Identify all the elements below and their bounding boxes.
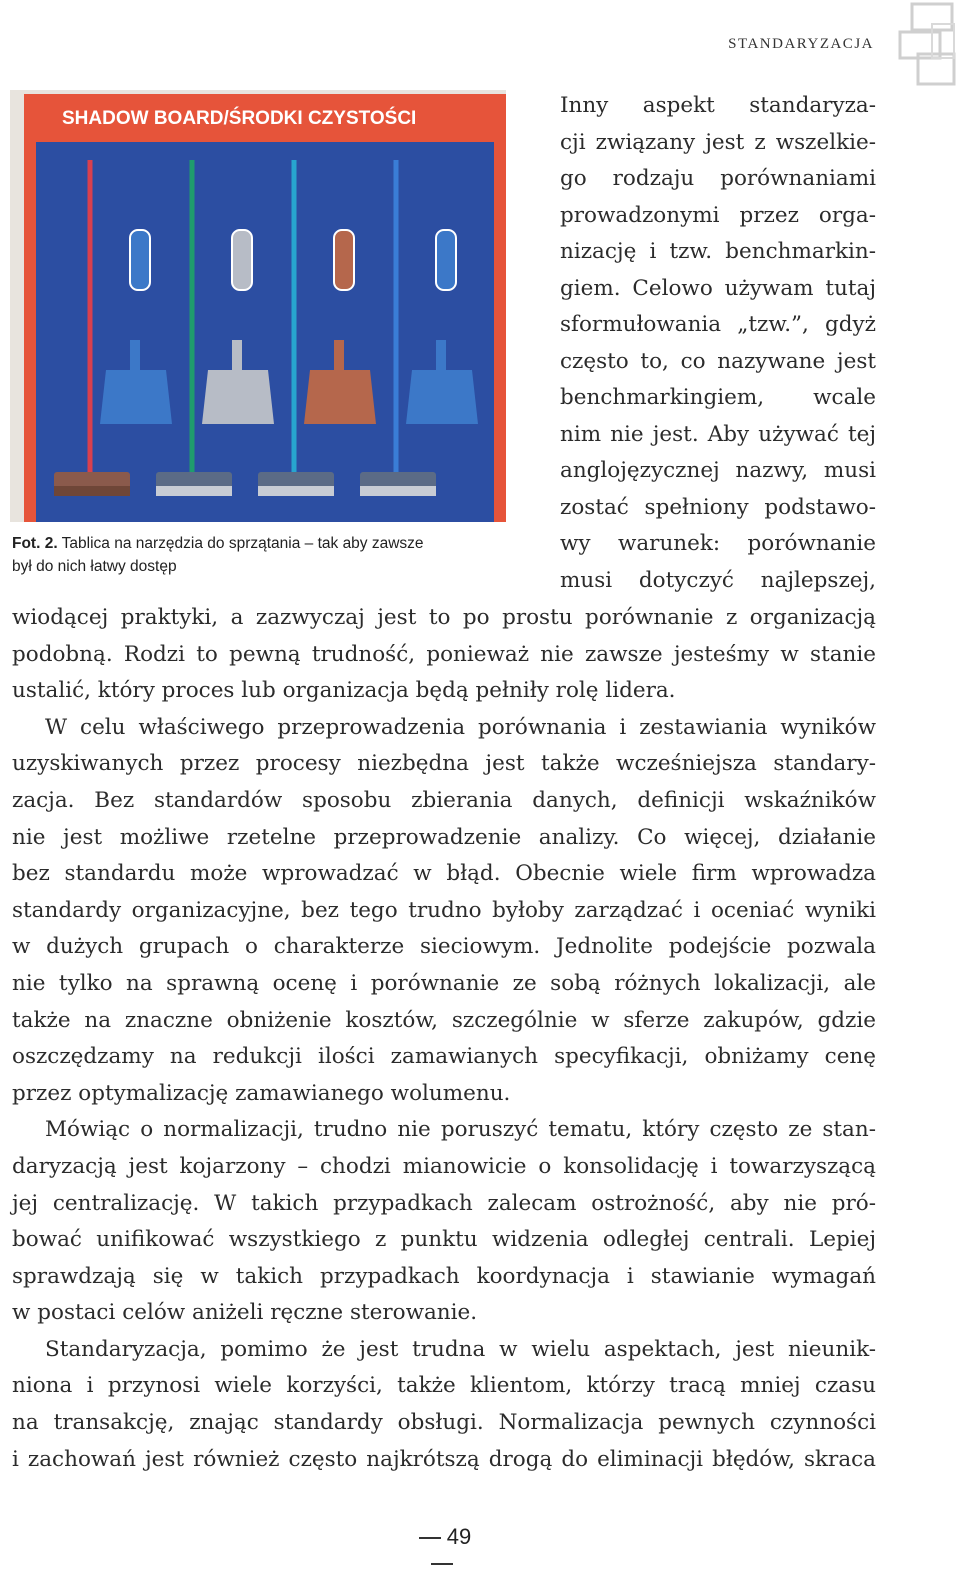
caption-label: Fot. 2. <box>12 535 58 552</box>
board-panel <box>36 142 494 522</box>
text-line: oszczędzamy na redukcji ilości zamawianych specyfikacji, obniżamy cenę <box>12 1044 876 1070</box>
corner-squares-decoration <box>898 2 958 90</box>
shadow-board-photo <box>10 90 506 522</box>
photo-caption <box>12 532 512 578</box>
caption-line-1 <box>12 532 512 555</box>
body-text <box>12 600 876 1478</box>
text-line: cji związany jest z wszelkie- <box>560 129 876 155</box>
text-line: Inny aspekt standaryza- <box>560 93 876 118</box>
caption-line-2: był do nich łatwy dostęp <box>12 558 177 575</box>
text-line: wy warunek: porównanie <box>560 531 876 556</box>
text-line: prowadzonymi przez orga- <box>560 202 876 228</box>
text-line: nie jest możliwe rzetelne przeprowadzenie analizy. Co więcej, działanie <box>12 824 876 850</box>
text-line: anglojęzycznej nazwy, musi <box>560 458 876 483</box>
text-line: nie tylko na sprawną ocenę i porównanie ze sobą różnych lokalizacji, ale <box>12 970 876 996</box>
text-line: jej centralizację. W takich przypadkach zalecam ostrożność, aby nie pró- <box>12 1190 876 1216</box>
text-line: benchmarkingiem, wcale <box>560 385 876 410</box>
text-line: w postaci celów aniżeli ręczne sterowanie. <box>12 1300 478 1326</box>
text-line: standardy organizacyjne, bez tego trudno byłoby zarządzać i oceniać wyniki <box>12 897 876 923</box>
text-line: Mówiąc o normalizacji, trudno nie poruszyć tematu, który często ze stan- <box>45 1117 876 1143</box>
text-line: zacja. Bez standardów sposobu zbierania danych, definicji wskaźników <box>12 787 876 813</box>
text-line: uzyskiwanych przez procesy niezbędna jest także wcześniejsza standary- <box>12 751 876 777</box>
text-line: nim nie jest. Aby używać tej <box>560 421 876 447</box>
text-line: także na znaczne obniżenie kosztów, szczególnie w sferze zakupów, gdzie <box>12 1007 876 1033</box>
text-line: w dużych grupach o charakterze sieciowym. Jednolite podejście pozwala <box>12 934 876 960</box>
text-line: podobną. Rodzi to pewną trudność, ponieważ nie zawsze jesteśmy w stanie <box>12 641 876 667</box>
text-line: nizację i tzw. benchmarkin- <box>560 239 876 264</box>
text-line: przez optymalizację zamawianego wolumenu. <box>12 1080 511 1106</box>
text-line: daryzacją jest kojarzony – chodzi mianowicie o konsolidację i towarzyszącą <box>12 1153 876 1179</box>
text-line: musi dotyczyć najlepszej, <box>560 567 876 593</box>
text-line: W celu właściwego przeprowadzenia porównania i zestawiania wyników <box>45 714 876 740</box>
text-line: wiodącej praktyki, a zazwyczaj jest to po prostu porównanie z organizacją <box>12 605 876 630</box>
text-line: sformułowania „tzw.”, gdyż <box>560 312 876 337</box>
caption-text-1: Tablica na narzędzia do sprzątania – tak aby zawsze <box>61 535 424 552</box>
running-header: STANDARYZACJA <box>728 36 874 52</box>
text-line: i zachowań jest również często najkrótszą drogą do eliminacji błędów, skraca <box>12 1446 876 1472</box>
text-line: go rodzaju porównaniami <box>560 166 876 191</box>
text-line: na transakcję, znając standardy obsługi. Normalizacja pewnych czynności <box>12 1410 876 1436</box>
text-line: sprawdzają się w takich przypadkach koordynacja i stawianie wymagań <box>12 1263 876 1289</box>
text-line: ustalić, który proces lub organizacja będą pełniły rolę lidera. <box>12 678 676 704</box>
text-line: giem. Celowo używam tutaj <box>560 275 876 301</box>
wrapped-paragraph <box>560 88 876 599</box>
board-title: SHADOW BOARD/ŚRODKI CZYSTOŚCI <box>62 108 417 129</box>
page-number: 49 <box>400 1524 484 1576</box>
text-line: Standaryzacja, pomimo że jest trudna w wielu aspektach, jest nieunik- <box>45 1336 876 1362</box>
text-line: często to, co nazywane jest <box>560 348 876 374</box>
text-line: bować unifikować wszystkiego z punktu widzenia odległej centrali. Lepiej <box>12 1227 876 1253</box>
text-line: zostać spełniony podstawo- <box>560 494 876 520</box>
text-line: bez standardu może wprowadzać w błąd. Obecnie wiele firm wprowadza <box>12 861 876 887</box>
text-line: niona i przynosi wiele korzyści, także klientom, którzy tracą mniej czasu <box>12 1373 876 1399</box>
